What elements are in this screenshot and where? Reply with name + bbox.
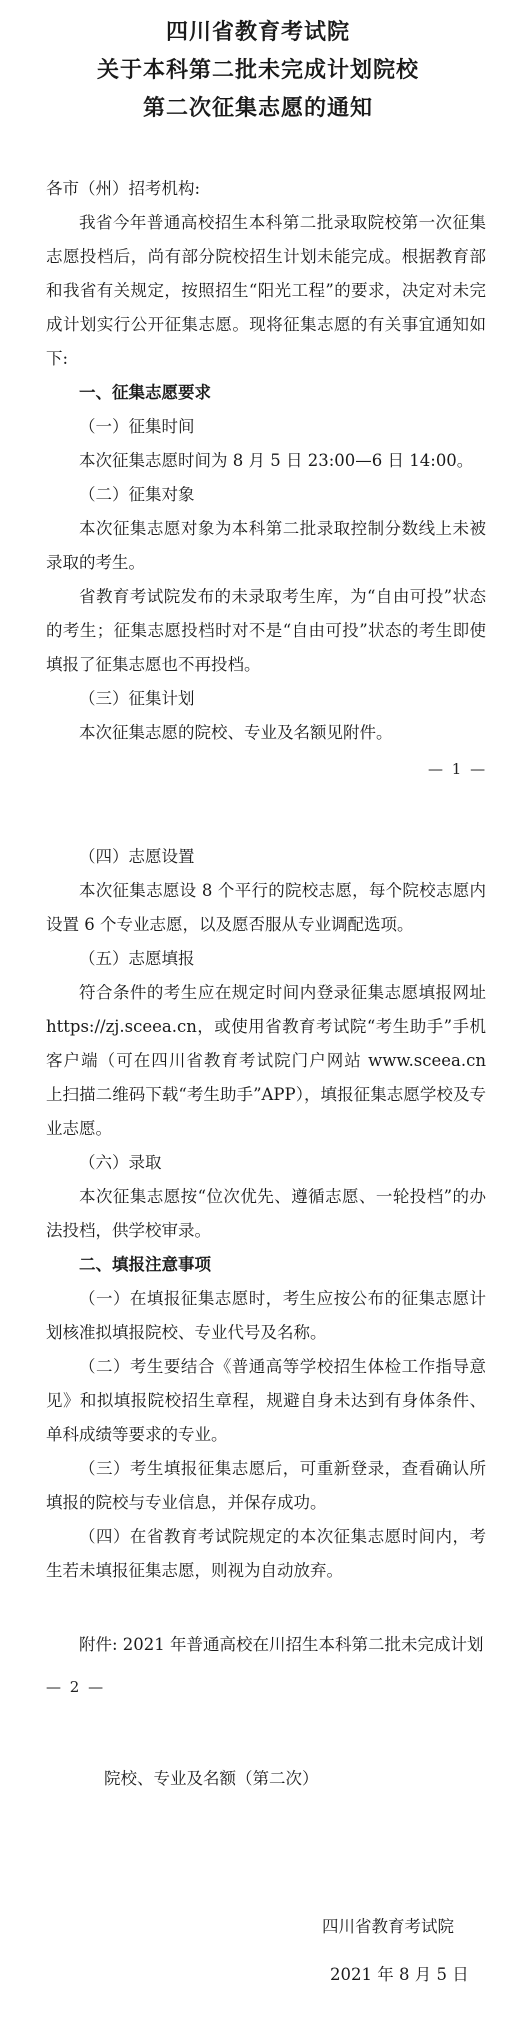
title-line-2: 关于本科第二批未完成计划院校 [96, 57, 419, 83]
item6-body: 本次征集志愿按“位次优先、遵循志愿、一轮投档”的办法投档，供学校审录。 [46, 1187, 486, 1240]
page-number-2: — 2 — [46, 1678, 106, 1696]
note-2: （二）考生要结合《普通高等学校招生体检工作指导意见》和拟填报院校招生章程，规避自身未达到有身体条件、单科成绩等要求的专业。 [46, 1357, 486, 1444]
item5-body: 符合条件的考生应在规定时间内登录征集志愿填报网址 https://zj.sceea.cn，或使用省教育考试院“考生助手”手机客户端（可在四川省教育考试院门户网站 www.sceea.cn 上扫描二维码下载“考生助手”APP），填报征集志愿学校及专业志愿。 [46, 983, 486, 1138]
note-3: （三）考生填报征集志愿后，可重新登录，查看确认所填报的院校与专业信息，并保存成功。 [46, 1459, 486, 1512]
salutation: 各市（州）招考机构: [46, 179, 201, 198]
intro-paragraph: 我省今年普通高校招生本科第二批录取院校第一次征集志愿投档后，尚有部分院校招生计划未能完成。根据教育部和我省有关规定，按照招生“阳光工程”的要求，决定对未完成计划实行公开征集志愿。现将征集志愿的有关事宜通知如下: [46, 213, 486, 368]
page-number-1: — 1 — [428, 760, 488, 778]
section1-heading: 一、征集志愿要求 [79, 383, 211, 402]
item3-body: 本次征集志愿的院校、专业及名额见附件。 [79, 723, 393, 742]
item1-heading: （一）征集时间 [79, 417, 195, 436]
item2-body-1: 本次征集志愿对象为本科第二批录取控制分数线上未被录取的考生。 [46, 519, 486, 572]
item3-heading: （三）征集计划 [79, 689, 195, 708]
signature-date: 2021 年 8 月 5 日 [330, 1965, 469, 1984]
item2-heading: （二）征集对象 [79, 485, 195, 504]
item4-heading: （四）志愿设置 [79, 847, 195, 866]
note-1: （一）在填报征集志愿时，考生应按公布的征集志愿计划核准拟填报院校、专业代号及名称。 [46, 1289, 486, 1342]
attachment-line-2: 院校、专业及名额（第二次） [104, 1769, 319, 1788]
item1-body: 本次征集志愿时间为 8 月 5 日 23:00—6 日 14:00。 [79, 451, 474, 470]
item5-heading: （五）志愿填报 [79, 949, 195, 968]
item4-body: 本次征集志愿设 8 个平行的院校志愿，每个院校志愿内设置 6 个专业志愿，以及愿否服从专业调配选项。 [46, 881, 486, 934]
title-line-1: 四川省教育考试院 [165, 19, 350, 45]
attachment-line-1: 附件: 2021 年普通高校在川招生本科第二批未完成计划 [79, 1635, 484, 1654]
title-line-3: 第二次征集志愿的通知 [142, 95, 373, 121]
item6-heading: （六）录取 [79, 1153, 162, 1172]
section2-heading: 二、填报注意事项 [79, 1255, 211, 1274]
signature-org: 四川省教育考试院 [322, 1917, 454, 1936]
note-4: （四）在省教育考试院规定的本次征集志愿时间内，考生若未填报征集志愿，则视为自动放弃。 [46, 1527, 486, 1580]
item2-body-2: 省教育考试院发布的未录取考生库，为“自由可投”状态的考生；征集志愿投档时对不是“自由可投”状态的考生即使填报了征集志愿也不再投档。 [46, 587, 486, 674]
